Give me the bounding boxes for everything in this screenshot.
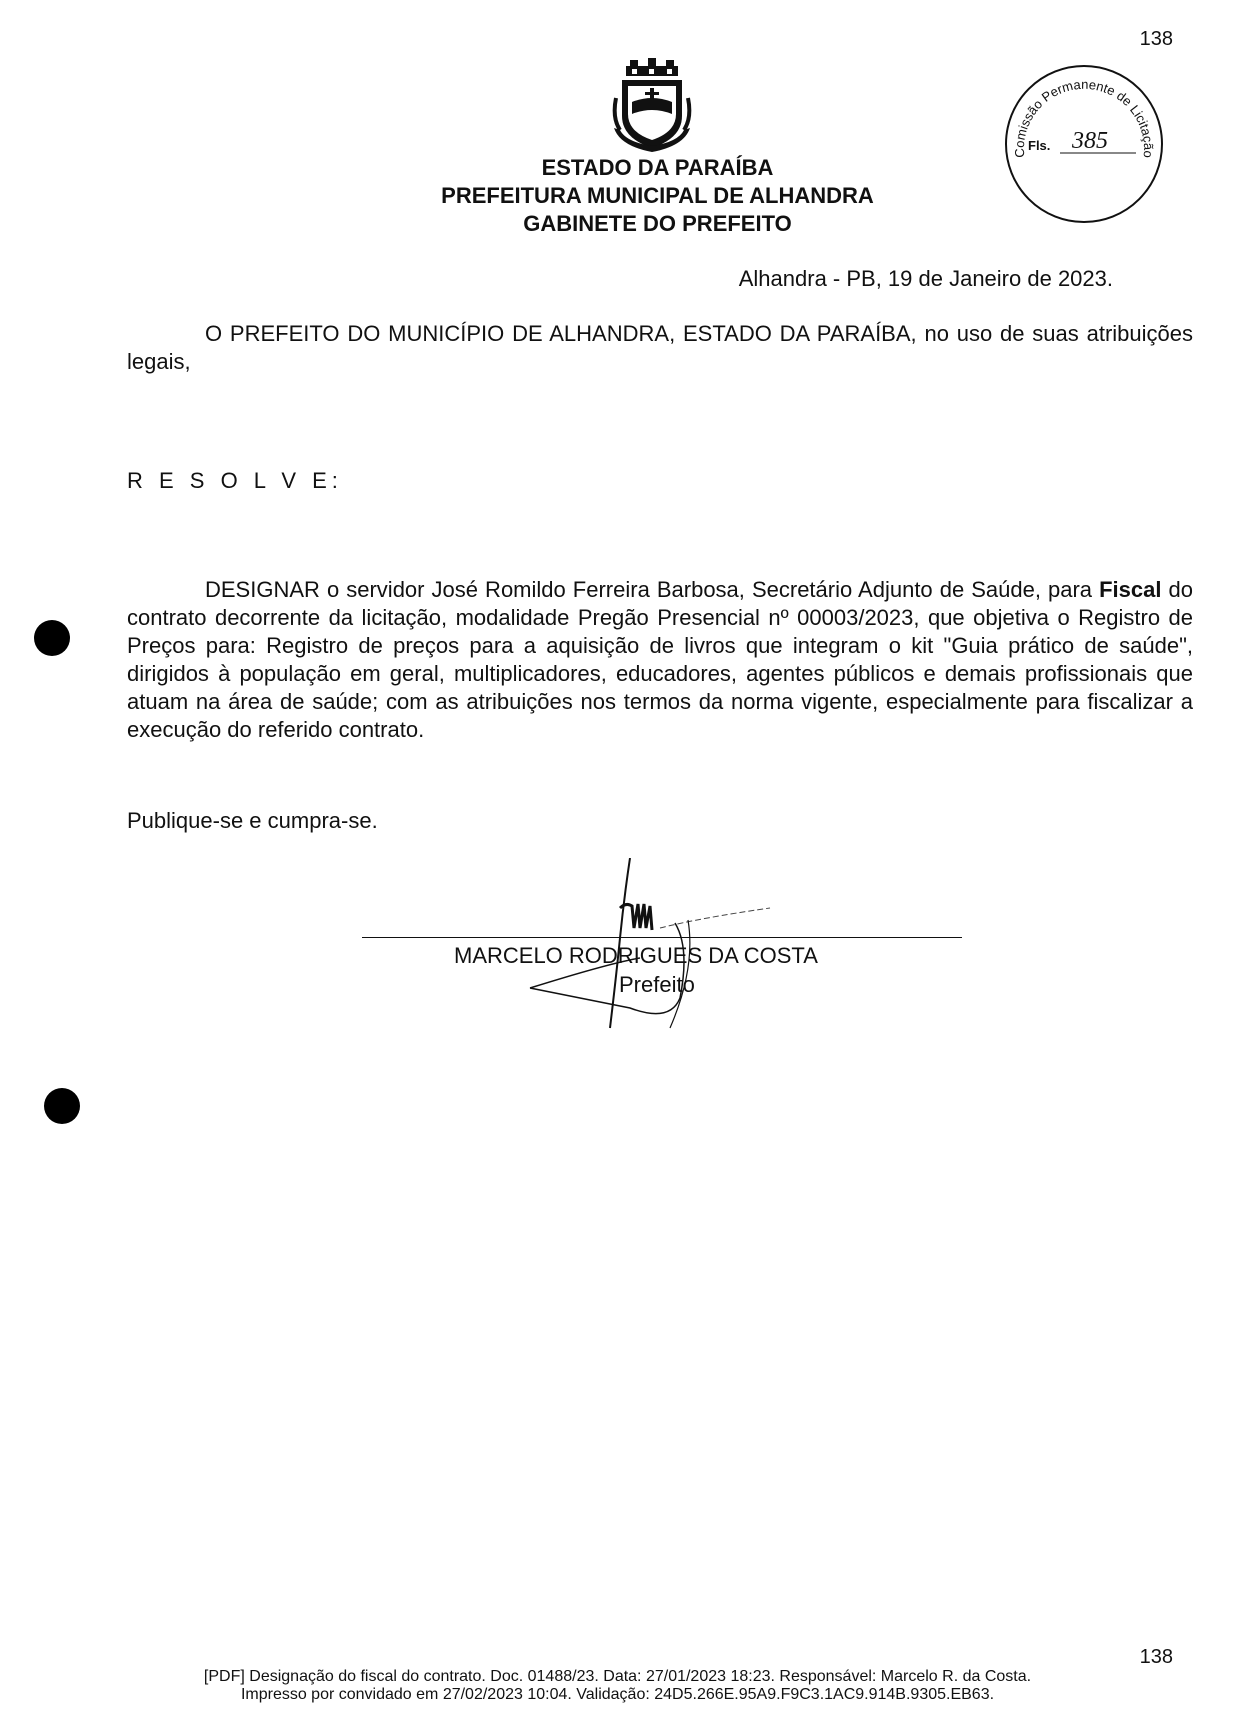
handwritten-signature	[520, 858, 790, 1033]
document-date: Alhandra - PB, 19 de Janeiro de 2023.	[738, 266, 1113, 291]
designation-paragraph	[127, 576, 1193, 744]
fiscal-bold-word: Fiscal	[1099, 577, 1162, 602]
signatory-role: Prefeito	[619, 972, 695, 997]
page-number-bottom: 138	[1139, 1646, 1173, 1668]
header-prefecture: PREFEITURA MUNICIPAL DE ALHANDRA	[441, 183, 874, 208]
closing-line: Publique-se e cumpra-se.	[127, 808, 378, 833]
footer-line-2: Impresso por convidado em 27/02/2023 10:04. Validação: 24D5.266E.95A9.F9C3.1AC9.914B.9305.EB63.	[240, 1686, 995, 1703]
binder-hole-1	[34, 620, 70, 656]
signatory-name: MARCELO RODRIGUES DA COSTA	[454, 943, 818, 968]
stamp-arc-text: Comissão Permanente de Licitação	[1011, 76, 1157, 159]
footer-line-1: [PDF] Designação do fiscal do contrato. Doc. 01488/23. Data: 27/01/2023 18:23. Responsável: Marcelo R. da Costa.	[203, 1668, 1032, 1685]
stamp-fls-label: Fls.	[1028, 138, 1051, 153]
protocol-stamp	[1000, 60, 1168, 228]
binder-hole-2	[44, 1088, 80, 1124]
intro-paragraph: O PREFEITO DO MUNICÍPIO DE ALHANDRA, ESTADO DA PARAÍBA, no uso de suas atribuições legais,	[127, 321, 1193, 374]
designation-text-part2: do contrato decorrente da licitação, modalidade Pregão Presencial nº 00003/2023, que objetiva o Registro de Preços para: Registro de preços para a aquisição de livros que integram o kit "Guia prático de saúde", dirigidos à população em geral, multiplicadores, educadores, agentes públicos e demais profissionais que atuam na área de saúde; com as atribuições nos termos da norma vigente, especialmente para fiscalizar a execução do referido contrato.	[127, 577, 1193, 742]
page-number-top: 138	[1139, 28, 1173, 50]
header-state: ESTADO DA PARAÍBA	[541, 155, 774, 180]
coat-of-arms-emblem	[612, 58, 692, 154]
designation-text-part1: DESIGNAR o servidor José Romildo Ferreira Barbosa, Secretário Adjunto de Saúde, para	[205, 577, 1100, 602]
resolve-heading: R E S O L V E:	[127, 468, 343, 493]
stamp-fls-number: 385	[1072, 128, 1108, 154]
header-cabinet: GABINETE DO PREFEITO	[523, 211, 792, 236]
